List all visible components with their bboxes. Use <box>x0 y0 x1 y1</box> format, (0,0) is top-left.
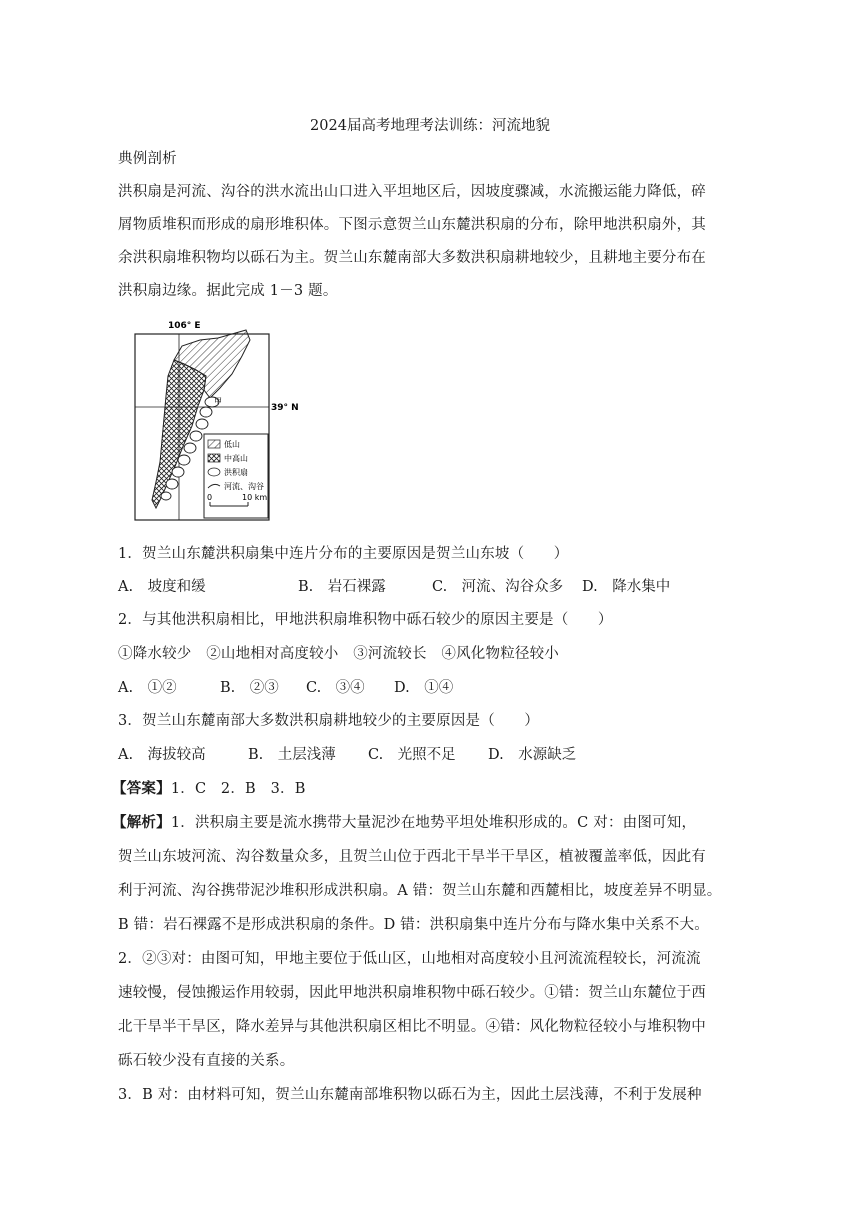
scale-label: 10 km <box>242 493 268 502</box>
legend-mid-high-mountain: 中高山 <box>224 454 248 463</box>
q1-option-a: A. 坡度和缓 <box>118 579 206 595</box>
question-3-stem: 3．贺兰山东麓南部大多数洪积扇耕地较少的主要原因是（ ） <box>118 713 540 729</box>
place-label-jia: 甲 <box>214 397 222 406</box>
answer-line <box>112 777 306 798</box>
scale-zero: 0 <box>207 493 213 502</box>
page-title: 2024届高考地理考法训练：河流地貌 <box>310 118 550 134</box>
q3-option-d: D. 水源缺乏 <box>488 747 577 763</box>
q1-option-c: C. 河流、沟谷众多 <box>432 579 564 595</box>
legend-river: 河流、沟谷 <box>224 482 264 491</box>
q2-option-d: D. ①④ <box>394 680 454 696</box>
question-2-options <box>118 676 453 697</box>
analysis-text-1: 1．洪积扇主要是流水携带大量泥沙在地势平坦处堆积形成的。C 对：由图可知， <box>170 815 697 831</box>
q3-option-c: C. 光照不足 <box>368 747 456 763</box>
latitude-label: 39° N <box>271 403 299 413</box>
question-1-stem: 1．贺兰山东麓洪积扇集中连片分布的主要原因是贺兰山东坡（ ） <box>118 546 569 562</box>
legend-low-mountain: 低山 <box>224 440 240 449</box>
q2-option-b: B. ②③ <box>220 680 279 696</box>
section-label: 典例剖析 <box>118 151 177 167</box>
analysis-line-4: B 错：岩石裸露不是形成洪积扇的条件。D 错：洪积扇集中连片分布与降水集中关系不大。 <box>118 917 709 933</box>
analysis-line-2: 贺兰山东坡河流、沟谷数量众多，且贺兰山位于西北干旱半干旱区，植被覆盖率低，因此有 <box>118 849 706 865</box>
q1-option-d: D. 降水集中 <box>582 579 671 595</box>
question-2-stem: 2．与其他洪积扇相比，甲地洪积扇堆积物中砾石较少的原因主要是（ ） <box>118 612 613 628</box>
q3-option-b: B. 土层浅薄 <box>248 747 336 763</box>
question-1-options <box>118 575 670 596</box>
question-2-statements: ①降水较少 ②山地相对高度较小 ③河流较长 ④风化物粒径较小 <box>118 646 559 662</box>
intro-line-3: 余洪积扇堆积物均以砾石为主。贺兰山东麓南部大多数洪积扇耕地较少，且耕地主要分布在 <box>118 250 706 266</box>
intro-line-2: 屑物质堆积而形成的扇形堆积体。下图示意贺兰山东麓洪积扇的分布，除甲地洪积扇外，其 <box>118 217 706 233</box>
analysis-line-9: 3．B 对：由材料可知，贺兰山东麓南部堆积物以砾石为主，因此土层浅薄，不利于发展种 <box>118 1087 702 1103</box>
answer-label: 【答案】 <box>112 780 171 797</box>
intro-line-4: 洪积扇边缘。据此完成 1－3 题。 <box>118 283 338 299</box>
q2-option-a: A. ①② <box>118 680 177 696</box>
analysis-line-6: 速较慢，侵蚀搬运作用较弱，因此甲地洪积扇堆积物中砾石较少。①错：贺兰山东麓位于西 <box>118 985 706 1001</box>
question-3-options <box>118 743 576 764</box>
alluvial-fan-map <box>134 316 299 522</box>
q1-option-b: B. 岩石裸露 <box>298 579 386 595</box>
analysis-line-8: 砾石较少没有直接的关系。 <box>118 1053 295 1069</box>
analysis-line-7: 北干旱半干旱区，降水差异与其他洪积扇区相比不明显。④错：风化物粒径较小与堆积物中 <box>118 1019 706 1035</box>
analysis-label: 【解析】 <box>112 814 171 831</box>
analysis-line-1 <box>112 811 696 832</box>
answer-text: 1．C 2．B 3．B <box>170 781 306 797</box>
legend-alluvial-fan: 洪积扇 <box>224 468 248 477</box>
q3-option-a: A. 海拔较高 <box>118 747 206 763</box>
analysis-line-3: 利于河流、沟谷携带泥沙堆积形成洪积扇。A 错：贺兰山东麓和西麓相比，坡度差异不明显。 <box>118 883 722 899</box>
intro-line-1: 洪积扇是河流、沟谷的洪水流出山口进入平坦地区后，因坡度骤减，水流搬运能力降低，碎 <box>118 184 706 200</box>
analysis-line-5: 2．②③对：由图可知，甲地主要位于低山区，山地相对高度较小且河流流程较长，河流流 <box>118 951 701 967</box>
longitude-label: 106° E <box>168 321 201 331</box>
q2-option-c: C. ③④ <box>306 680 365 696</box>
